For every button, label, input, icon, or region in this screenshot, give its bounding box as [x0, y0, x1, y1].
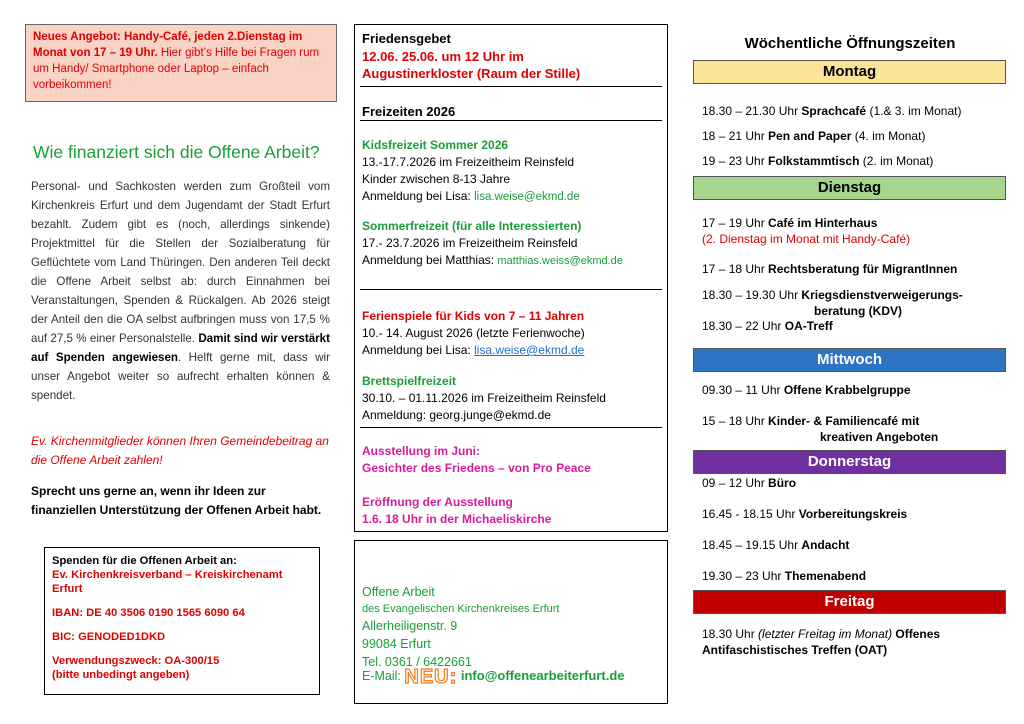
event-note: (2. Dienstag im Monat mit Handy-Café): [702, 232, 911, 246]
day-header-tuesday: Dienstag: [693, 176, 1006, 200]
event-time: 09 – 12 Uhr: [702, 476, 769, 490]
thursday-event: [702, 537, 849, 553]
prayer-date: 12.06. 25.06. um 12 Uhr im: [362, 49, 524, 64]
event-name-cont: beratung (KDV): [814, 304, 902, 318]
monday-event: [702, 128, 925, 144]
city: 99084 Erfurt: [362, 637, 431, 651]
new-offer-box: [25, 24, 337, 102]
exhibition: [362, 443, 591, 477]
event-note: (letzter Freitag im Monat): [758, 627, 893, 641]
finance-paragraph: [31, 177, 330, 405]
phone: Tel. 0361 / 6422661: [362, 655, 472, 669]
boardgame-date: 30.10. – 01.11.2026 im Freizeitheim Reinsfeld: [362, 391, 606, 405]
thursday-event: [702, 475, 796, 491]
prayer-details: [362, 48, 580, 82]
opening-details: 1.6. 18 Uhr in der Michaeliskirche: [362, 512, 552, 526]
holiday-games-title: Ferienspiele für Kids von 7 – 11 Jahren: [362, 309, 585, 323]
event-name: Themenabend: [784, 569, 867, 583]
org-name: Offene Arbeit: [362, 585, 435, 599]
boardgame-camp: [362, 373, 606, 424]
email-label: E-Mail:: [362, 669, 405, 683]
event-time: 16.45 - 18.15 Uhr: [702, 507, 799, 521]
donation-purpose-note: (bitte unbedingt angeben): [52, 669, 190, 681]
boardgame-title: Brettspielfreizeit: [362, 374, 457, 388]
friday-event: [702, 626, 940, 658]
event-name-cont: Antifaschistisches Treffen (OAT): [702, 643, 888, 657]
leisure-title: Freizeiten 2026: [362, 104, 456, 119]
org-email[interactable]: info@offenearbeiterfurt.de: [457, 668, 625, 683]
new-badge: NEU:: [404, 666, 458, 688]
event-name: Offenes: [892, 627, 941, 641]
divider: [360, 86, 662, 87]
holiday-games-signup: Anmeldung bei Lisa:: [362, 343, 475, 357]
event-time: 09.30 – 11 Uhr: [702, 383, 784, 397]
kids-camp: [362, 137, 580, 206]
event-name: Pen and Paper: [768, 129, 852, 143]
wednesday-event: [702, 413, 938, 445]
hours-heading: Wöchentliche Öffnungszeiten: [744, 35, 956, 52]
kids-camp-email[interactable]: lisa.weise@ekmd.de: [474, 191, 580, 203]
donation-recipient: Ev. Kirchenkreisverband – Kreiskirchenamt: [52, 569, 283, 581]
summer-camp-date: 17.- 23.7.2026 im Freizeitheim Reinsfeld: [362, 236, 578, 250]
event-time: 18.30 Uhr: [702, 627, 759, 641]
donation-purpose: Verwendungszweck: OA-300/15: [52, 655, 220, 667]
donation-iban: IBAN: DE 40 3506 0190 1565 6090 64: [52, 607, 245, 619]
kids-camp-date: 13.-17.7.2026 im Freizeitheim Reinsfeld: [362, 155, 575, 169]
event-note: (2. im Monat): [859, 154, 934, 168]
org-subtitle: des Evangelischen Kirchenkreises Erfurt: [362, 603, 560, 615]
event-name: Kriegsdienstverweigerungs-: [801, 288, 963, 302]
event-time: 17 – 19 Uhr: [702, 216, 769, 230]
day-header-wednesday: Mittwoch: [693, 348, 1006, 372]
summer-camp-email[interactable]: matthias.weiss@ekmd.de: [497, 255, 623, 267]
contact-note: Sprecht uns gerne an, wenn ihr Ideen zur finanziellen Unterstützung der Offenen Arbeit habt.: [31, 484, 322, 517]
holiday-games-email-link[interactable]: lisa.weise@ekmd.de: [474, 343, 585, 357]
thursday-event: [702, 506, 907, 522]
event-note: (4. im Monat): [851, 129, 926, 143]
day-header-friday: Freitag: [693, 590, 1006, 614]
exhibition-subtitle: Gesichter des Friedens – von Pro Peace: [362, 461, 591, 475]
event-time: 18.30 – 21.30 Uhr: [702, 104, 802, 118]
event-time: 18.45 – 19.15 Uhr: [702, 538, 802, 552]
event-time: 18.30 – 19.30 Uhr: [702, 288, 802, 302]
donation-recipient-city: Erfurt: [52, 583, 83, 595]
event-name: Offene Krabbelgruppe: [783, 383, 911, 397]
tuesday-event: [702, 287, 963, 319]
offer-text: Hier gibt’s Hilfe bei Fragen rum um Handy/ Smartphone oder Laptop – einfach vorbeikommen!: [33, 47, 320, 91]
event-name: Büro: [768, 476, 797, 490]
address: [362, 583, 559, 671]
kids-camp-signup: Anmeldung bei Lisa:: [362, 189, 475, 203]
event-name: Folkstammtisch: [768, 154, 860, 168]
event-name: Sprachcafé: [801, 104, 867, 118]
donation-bic: BIC: GENODED1DKD: [52, 631, 166, 643]
prayer-location: Augustinerkloster (Raum der Stille): [362, 66, 581, 81]
donation-box: [44, 547, 320, 695]
summer-camp-title: Sommerfreizeit (für alle Interessierten): [362, 219, 582, 233]
wednesday-event: [702, 382, 911, 398]
members-note: Ev. Kirchenmitglieder können Ihren Gemeindebeitrag an die Offene Arbeit zahlen!: [31, 434, 329, 467]
kids-camp-age: Kinder zwischen 8-13 Jahre: [362, 172, 511, 186]
opening-title: Eröffnung der Ausstellung: [362, 495, 513, 509]
finance-text-1: Personal- und Sachkosten werden zum Großteil vom Kirchenkreis Erfurt und dem Jugendamt der Stadt Erfurt bezahlt. Zudem gibt es (noch, allerdings sinkende) Projektmittel für die Stellen der Sozialberatung für Geflüchtete vom Land Thüringen. Den anderen Teil deckt die Offene Arbeit selbst ab: durch Einnahmen bei Veranstaltungen, Spenden & Rückalgen. Ab 2026 steigt der Anteil den die OA selbst aufbringen muss von 17,5 % auf 27,5 % einer Personalstelle.: [31, 180, 330, 345]
event-name: Rechtsberatung für MigrantInnen: [768, 262, 958, 276]
divider: [360, 427, 662, 428]
street: Allerheiligenstr. 9: [362, 619, 458, 633]
event-note: (1.& 3. im Monat): [866, 104, 962, 118]
event-name: Kinder- & Familiencafé mit: [768, 414, 920, 428]
event-time: 15 – 18 Uhr: [702, 414, 769, 428]
tuesday-event: [702, 261, 957, 277]
finance-text-bold: Damit sind wir verstärkt auf Spenden angewiesen: [31, 332, 330, 364]
event-time: 18.30 – 22 Uhr: [702, 319, 785, 333]
event-name-cont: kreativen Angeboten: [820, 430, 939, 444]
tuesday-event: [702, 318, 833, 334]
donation-title: Spenden für die Offenen Arbeit an:: [52, 555, 237, 567]
kids-camp-title: Kidsfreizeit Sommer 2026: [362, 138, 509, 152]
holiday-games: [362, 308, 585, 359]
offer-headline: Neues Angebot: Handy-Café, jeden 2.Dienstag im Monat von 17 – 19 Uhr.: [33, 31, 303, 59]
event-name: OA-Treff: [784, 319, 833, 333]
tuesday-event: [702, 215, 910, 247]
monday-event: [702, 153, 933, 169]
event-time: 17 – 18 Uhr: [702, 262, 769, 276]
exhibition-title: Ausstellung im Juni:: [362, 444, 481, 458]
event-time: 19.30 – 23 Uhr: [702, 569, 785, 583]
event-name: Café im Hinterhaus: [768, 216, 878, 230]
prayer-title: Friedensgebet: [362, 31, 451, 46]
finance-text-2: . Helft gerne mit, dass wir unser Angebot weiter so aufrecht erhalten können & spendet.: [31, 351, 330, 402]
exhibition-opening: [362, 494, 551, 528]
day-header-monday: Montag: [693, 60, 1006, 84]
monday-event: [702, 103, 961, 119]
finance-heading: Wie finanziert sich die Offene Arbeit?: [33, 142, 320, 162]
event-name: Vorbereitungskreis: [798, 507, 908, 521]
thursday-event: [702, 568, 866, 584]
divider: [360, 120, 662, 121]
event-time: 18 – 21 Uhr: [702, 129, 769, 143]
summer-camp: [362, 218, 623, 270]
event-name: Andacht: [801, 538, 850, 552]
email-line: [362, 666, 625, 689]
holiday-games-date: 10.- 14. August 2026 (letzte Ferienwoche): [362, 326, 585, 340]
day-header-thursday: Donnerstag: [693, 450, 1006, 474]
event-time: 19 – 23 Uhr: [702, 154, 769, 168]
divider: [360, 289, 662, 290]
summer-camp-signup: Anmeldung bei Matthias:: [362, 253, 498, 267]
boardgame-signup: Anmeldung: georg.junge@ekmd.de: [362, 408, 551, 422]
